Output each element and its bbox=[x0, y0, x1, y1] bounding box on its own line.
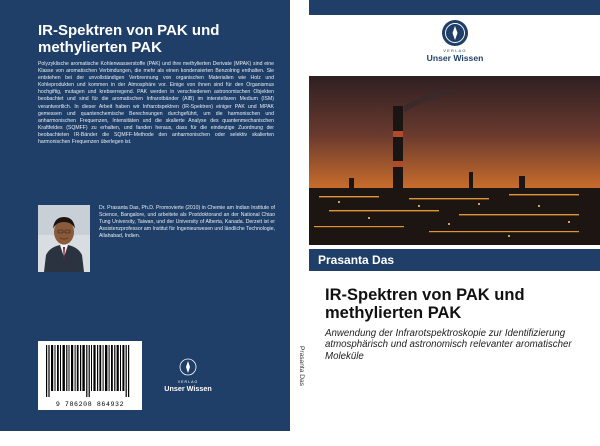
publisher-emblem-icon bbox=[177, 356, 199, 378]
publisher-emblem-icon bbox=[442, 20, 468, 46]
isbn-barcode bbox=[38, 341, 142, 410]
front-top-band bbox=[309, 0, 600, 15]
isbn-number: 9 786208 864932 bbox=[55, 401, 125, 408]
author-photo bbox=[38, 205, 90, 272]
author-portrait-image bbox=[38, 205, 90, 272]
front-author-name: Prasanta Das bbox=[318, 253, 395, 267]
cover-image bbox=[309, 76, 600, 245]
front-title: IR-Spektren von PAK und methylierten PAK bbox=[325, 286, 525, 322]
cover-photo-industrial-sunset bbox=[309, 76, 600, 245]
spine-author: Prasanta Das bbox=[298, 346, 305, 386]
publisher-logo-front bbox=[417, 20, 493, 63]
back-cover bbox=[0, 0, 290, 431]
publisher-small-label-front: VERLAG bbox=[443, 48, 467, 53]
back-cover-blurb: Polyzyklische aromatische Kohlenwasserstoffe (PAK) und ihre methylierten Derivate (MPAK) sind eine Klasse von aromatischen Verbindungen, die mehr als einen kondensierten Benzolring enthalten. Sie entstehen bei der unvollständigen Verbrennung von organischen Materialien wie Holz und Kohleprodukten und kommen in der Atmosphäre vor. Einige von ihnen sind für den Organismus hochgiftig, mutagen und krebserregend. PAK werden in verschiedenen astronomischen Objekten beobachtet und sind für die aromatischen Infrarotbänder (AIB) im interstellaren Medium (ISM) verantwortlich. In dieser Arbeit haben wir Infrarotspektren (IR-Spektren) einiger PAK und MPAK gemessen und quantenchemische Berechnungen durchgeführt, um die harmonischen und anharmonischen Frequenzen, Intensitäten und die skalierte Analyse des quantenmechanischen Kraftfeldes (SQMFF) zu erhalten, und fanden heraus, dass für die eindeutige Zuordnung der beobachteten IR-Bänder die SQMFF-Methode den anharmonischen oder selektiv skalierten harmonischen Frequenzen überlegen ist. bbox=[38, 61, 274, 146]
author-bio: Dr. Prasanta Das, Ph.D. Promovierte (2010) in Chemie am Indian Institute of Science, Bangalore, und arbeitete als Postdoktorand an der National Chiao Tung University, Taiwan, und der University of Alberta, Kanada. Derzeit ist er Assistenzprofessor am Institut für Ingenieurwesen und ländliche Technologie, Allahabad, Indien. bbox=[99, 205, 275, 240]
publisher-name-front: Unser Wissen bbox=[426, 53, 484, 63]
barcode-image bbox=[38, 341, 142, 399]
front-subtitle: Anwendung der Infrarotspektroskopie zur Identifizierung atmosphärisch und astronomisch relevanter aromatischer Moleküle bbox=[325, 328, 572, 362]
publisher-logo-back bbox=[164, 356, 212, 393]
publisher-small-label: VERLAG bbox=[177, 380, 199, 384]
front-cover bbox=[309, 0, 600, 431]
back-cover-title: IR-Spektren von PAK und methylierten PAK bbox=[38, 22, 220, 56]
front-author-band bbox=[309, 249, 600, 271]
publisher-name-back: Unser Wissen bbox=[164, 384, 212, 393]
book-spine bbox=[290, 0, 309, 431]
